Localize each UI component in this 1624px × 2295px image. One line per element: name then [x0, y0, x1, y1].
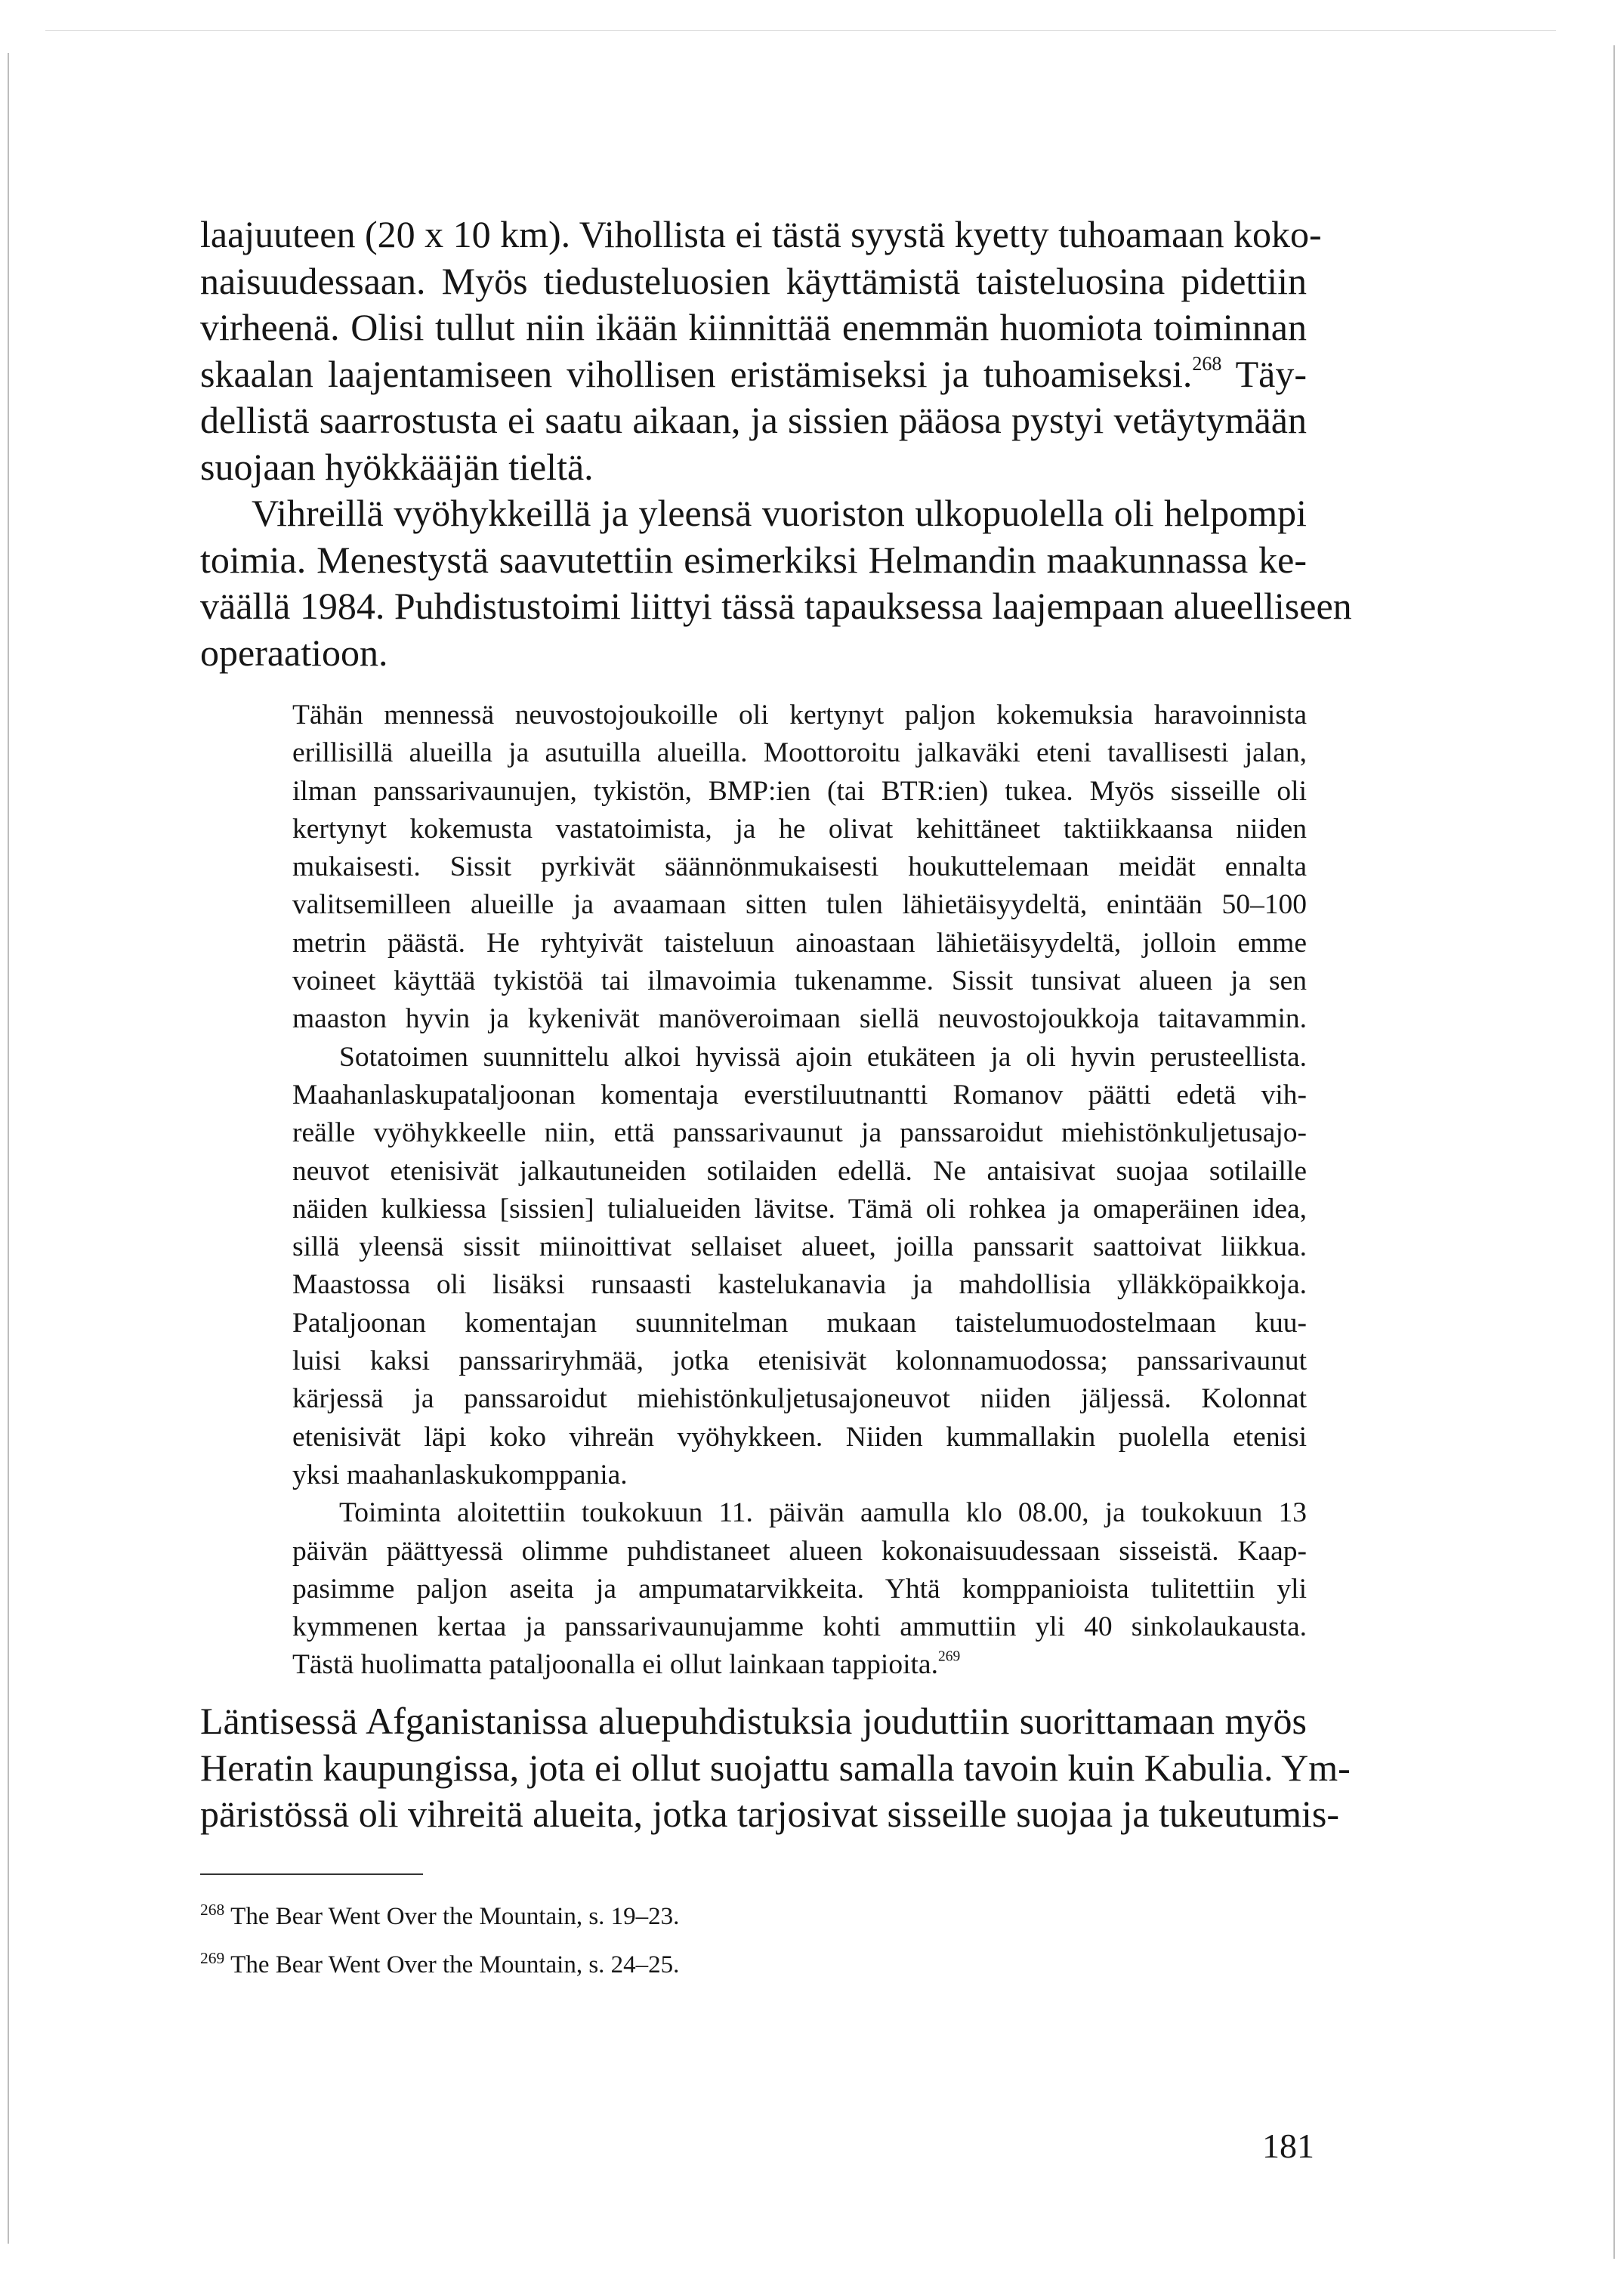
scan-edge-left	[8, 53, 9, 2244]
text-line: laajuuteen (20 x 10 km). Vihollista ei tästä syystä kyetty tuhoamaan koko-	[200, 213, 1322, 255]
footnote-number: 269	[200, 1949, 225, 1967]
quote-line: Sotatoimen suunnittelu alkoi hyvissä ajoin etukäteen ja oli hyvin perusteellista.	[339, 1041, 1307, 1073]
scan-edge-right	[1613, 45, 1615, 2259]
text-line: virheenä. Olisi tullut niin ikään kiinnittää enemmän huomiota toiminnan	[200, 306, 1307, 348]
text-line: operaatioon.	[200, 631, 388, 674]
text-line: Läntisessä Afganistanissa aluepuhdistuksia jouduttiin suorittamaan myös	[200, 1700, 1307, 1742]
quote-line-text: Tästä huolimatta pataljoonalla ei ollut lainkaan tappioita.	[292, 1649, 938, 1681]
closing-paragraph	[200, 1698, 1351, 1838]
quote-line: Pataljoonan komentajan suunnitelman mukaan taistelumuodostelmaan kuu-	[292, 1307, 1307, 1339]
intro-paragraph	[200, 212, 1352, 676]
text-line: Vihreillä vyöhykkeillä ja yleensä vuoriston ulkopuolella oli helpompi	[252, 492, 1307, 534]
quote-line: erillisillä alueilla ja asutuilla alueilla. Moottoroitu jalkaväki eteni tavallisesti jalan,	[292, 737, 1307, 769]
text-line-start: skaalan laajentamiseen vihollisen eristämiseksi ja tuhoamiseksi.	[200, 352, 1193, 395]
quote-line: luisi kaksi panssariryhmää, jotka etenisivät kolonnamuodossa; panssarivaunut	[292, 1345, 1307, 1377]
quote-line: Toiminta aloitettiin toukokuun 11. päivän aamulla klo 08.00, ja toukokuun 13	[339, 1497, 1307, 1529]
quote-line: reälle vyöhykkeelle niin, että panssarivaunut ja panssaroidut miehistönkuljetusajo-	[292, 1117, 1307, 1149]
footnote-ref-269: 269	[937, 1648, 961, 1665]
quote-line: Maastossa oli lisäksi runsaasti kastelukanavia ja mahdollisia ylläkköpaikkoja.	[292, 1269, 1307, 1301]
quote-line: näiden kulkiessa [sissien] tulialueiden lävitse. Tämä oli rohkea ja omaperäinen idea,	[292, 1193, 1307, 1225]
text-line: väällä 1984. Puhdistustoimi liittyi tässä tapauksessa laajempaan alueelliseen	[200, 585, 1352, 627]
quote-line: mukaisesti. Sissit pyrkivät säännönmukaisesti houkuttelemaan meidät ennalta	[292, 851, 1307, 883]
quote-line	[292, 1646, 1307, 1684]
quote-line: kärjessä ja panssaroidut miehistönkuljetusajoneuvot niiden jäljessä. Kolonnat	[292, 1383, 1307, 1415]
footnote-268	[200, 1895, 679, 1932]
quote-line: kymmenen kertaa ja panssarivaunujamme kohti ammuttiin yli 40 sinkolaukausta.	[292, 1611, 1307, 1643]
footnote-ref-268: 268	[1192, 352, 1222, 375]
quote-line: sillä yleensä sissit miinoittivat sellaiset alueet, joilla panssarit saattoivat liikkua.	[292, 1231, 1307, 1263]
quote-line: yksi maahanlaskukomppania.	[292, 1459, 628, 1490]
text-line: toimia. Menestystä saavutettiin esimerkiksi Helmandin maakunnassa ke-	[200, 538, 1307, 581]
footnote-269	[200, 1943, 679, 1980]
page-number: 181	[1262, 2127, 1314, 2165]
quote-line: metrin päästä. He ryhtyivät taisteluun ainoastaan lähietäisyydeltä, jolloin emme	[292, 927, 1307, 959]
block-quote	[292, 697, 1307, 1685]
quote-line: Tähän mennessä neuvostojoukoille oli kertynyt paljon kokemuksia haravoinnista	[292, 700, 1307, 731]
footnote-number: 268	[200, 1901, 225, 1919]
quote-line: ilman panssarivaunujen, tykistön, BMP:ien (tai BTR:ien) tukea. Myös sisseille oli	[292, 775, 1307, 807]
quote-line: päivän päättyessä olimme puhdistaneet alueen kokonaisuudessaan sisseistä. Kaap-	[292, 1535, 1307, 1567]
text-line: Heratin kaupungissa, jota ei ollut suojattu samalla tavoin kuin Kabulia. Ym-	[200, 1746, 1351, 1789]
text-line: naisuudessaan. Myös tiedusteluosien käyttämistä taisteluosina pidettiin	[200, 259, 1307, 302]
footnote-divider	[200, 1873, 423, 1875]
scan-edge-top	[45, 30, 1556, 31]
text-line: dellistä saarrostusta ei saatu aikaan, ja sissien pääosa pystyi vetäytymään	[200, 399, 1307, 441]
quote-line: Maahanlaskupataljoonan komentaja everstiluutnantti Romanov päätti edetä vih-	[292, 1079, 1307, 1110]
footnote-text: The Bear Went Over the Mountain, s. 19–23.	[230, 1902, 680, 1930]
text-line: päristössä oli vihreitä alueita, jotka tarjosivat sisseille suojaa ja tukeutumis-	[200, 1793, 1339, 1835]
text-line	[200, 351, 1307, 398]
quote-line: maaston hyvin ja kykenivät manöveroimaan siellä neuvostojoukkoja taitavammin.	[292, 1003, 1307, 1035]
quote-line: voineet käyttää tykistöä tai ilmavoimia tukenamme. Sissit tunsivat alueen ja sen	[292, 965, 1307, 997]
text-line-end: Täy-	[1235, 352, 1307, 395]
quote-line: pasimme paljon aseita ja ampumatarvikkeita. Yhtä komppanioista tulitettiin yli	[292, 1573, 1307, 1605]
quote-line: valitsemilleen alueille ja avaamaan sitten tulen lähietäisyydeltä, enintään 50–100	[292, 889, 1307, 921]
quote-line: neuvot etenisivät jalkautuneiden sotilaiden edellä. Ne antaisivat suojaa sotilaille	[292, 1155, 1307, 1187]
footnote-text: The Bear Went Over the Mountain, s. 24–25.	[230, 1951, 680, 1978]
quote-line: kertynyt kokemusta vastatoimista, ja he olivat kehittäneet taktiikkaansa niiden	[292, 813, 1307, 845]
quote-line: etenisivät läpi koko vihreän vyöhykkeen. Niiden kummallakin puolella etenisi	[292, 1421, 1307, 1453]
text-line: suojaan hyökkääjän tieltä.	[200, 445, 594, 488]
